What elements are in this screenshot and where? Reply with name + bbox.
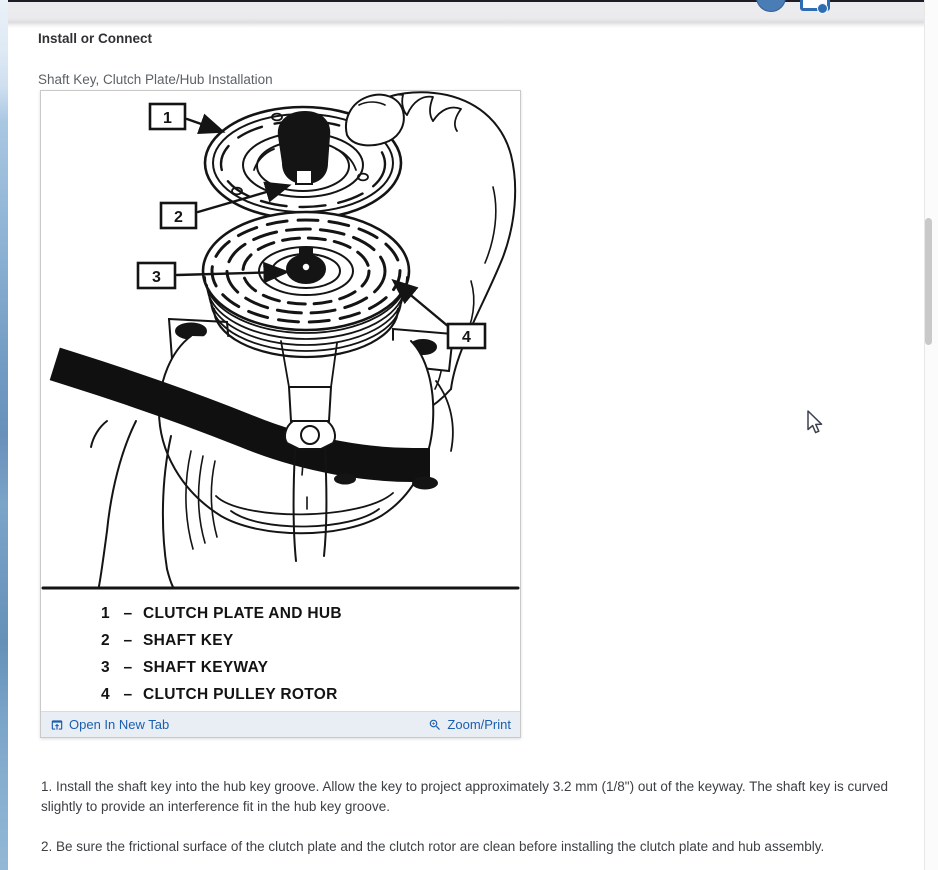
zoom-print-link[interactable] xyxy=(428,717,511,732)
legend-item xyxy=(98,627,342,654)
legend-dash: – xyxy=(123,659,133,676)
figure-caption: Shaft Key, Clutch Plate/Hub Installation xyxy=(38,72,273,87)
legend-item xyxy=(98,681,342,708)
callout-4-number: 4 xyxy=(462,329,471,346)
callout-3-number: 3 xyxy=(152,269,161,286)
legend-dash: – xyxy=(123,632,133,649)
toolbar-remnant xyxy=(8,2,938,28)
legend-label: SHAFT KEY xyxy=(143,632,234,649)
figure-card xyxy=(40,90,521,738)
legend-item xyxy=(98,600,342,627)
open-in-new-tab-icon xyxy=(50,718,64,732)
mouse-cursor xyxy=(806,410,824,441)
legend-num: 1 xyxy=(101,605,110,622)
open-in-new-tab-label: Open In New Tab xyxy=(69,717,170,732)
legend-num: 3 xyxy=(101,659,110,676)
pulley-rotor-drawing xyxy=(203,212,409,357)
figure-legend xyxy=(98,600,342,708)
callout-1-number: 1 xyxy=(163,110,172,127)
legend-num: 4 xyxy=(101,686,110,703)
callout-2-number: 2 xyxy=(174,209,183,226)
legend-dash: – xyxy=(123,605,133,622)
legend-num: 2 xyxy=(101,632,110,649)
zoom-in-icon xyxy=(428,718,442,732)
legend-label: CLUTCH PLATE AND HUB xyxy=(143,605,342,622)
open-in-new-tab-link[interactable] xyxy=(50,717,169,732)
print-zoom-badge-icon xyxy=(817,3,828,14)
figure-action-bar xyxy=(41,711,520,737)
legend-label: SHAFT KEYWAY xyxy=(143,659,269,676)
instruction-step-1: 1. Install the shaft key into the hub key groove. Allow the key to project approximately 3.2 mm (1/8") out of the keyway. The shaft key is curved slightly to provide an interference fit in the hub key groove. xyxy=(41,779,888,814)
section-title: Install or Connect xyxy=(38,31,153,46)
scrollbar-thumb[interactable] xyxy=(925,218,932,345)
instruction-step-2: 2. Be sure the frictional surface of the clutch plate and the clutch rotor are clean before installing the clutch plate and hub assembly. xyxy=(41,839,825,854)
scrollbar-track[interactable] xyxy=(924,0,938,870)
callout-1 xyxy=(150,104,221,131)
legend-label: CLUTCH PULLEY ROTOR xyxy=(143,686,338,703)
legend-dash: – xyxy=(123,686,133,703)
desktop-background-strip xyxy=(0,0,8,870)
clutch-assembly-illustration xyxy=(41,91,520,596)
legend-item xyxy=(98,654,342,681)
zoom-print-label: Zoom/Print xyxy=(447,717,511,732)
